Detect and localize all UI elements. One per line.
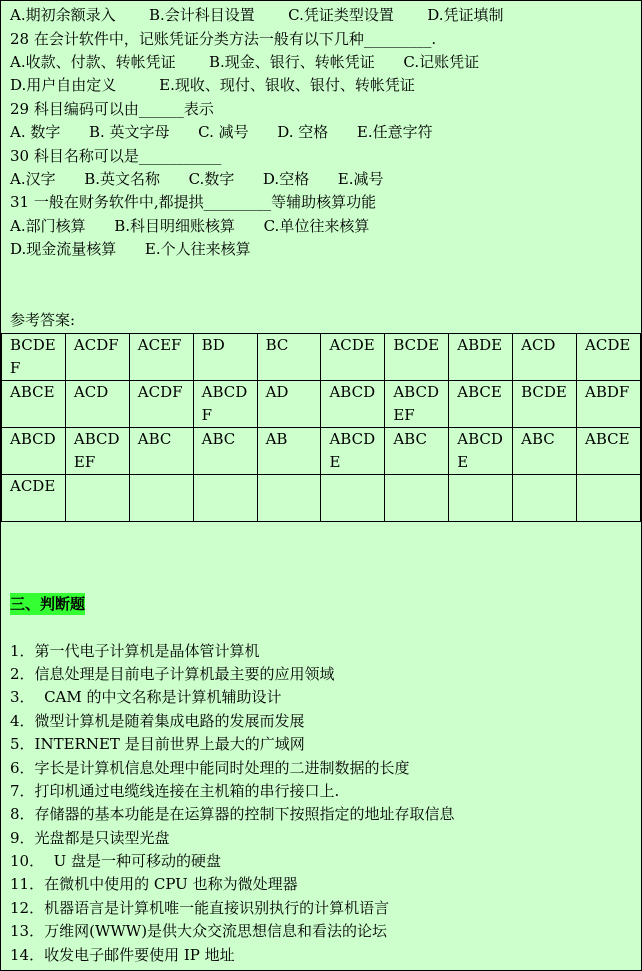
answer-cell: ABCE	[2, 381, 66, 428]
answers-label: 参考答案:	[10, 311, 76, 329]
answer-cell: ACDE	[321, 334, 385, 381]
question-line: A. 数字 B. 英文字母 C. 减号 D. 空格 E.任意字符	[10, 123, 433, 141]
answer-cell: AD	[257, 381, 321, 428]
answer-cell: AB	[257, 428, 321, 475]
answer-cell: ABCD	[321, 381, 385, 428]
question-line: D.用户自由定义 E.现收、现付、银收、银付、转帐凭证	[10, 76, 415, 94]
answer-cell: BD	[193, 334, 257, 381]
answer-cell: ACEF	[129, 334, 193, 381]
answer-cell	[257, 475, 321, 522]
tf-item: 13．万维网(WWW)是供大众交流思想信息和看法的论坛	[10, 922, 388, 940]
answer-cell	[513, 475, 577, 522]
question-line: D.现金流量核算 E.个人往来核算	[10, 240, 251, 258]
answer-cell: ABCDF	[193, 381, 257, 428]
question-line: A.汉字 B.英文名称 C.数字 D.空格 E.减号	[10, 170, 384, 188]
answer-cell: BCDE	[385, 334, 449, 381]
tf-item: 14．收发电子邮件要使用 IP 地址	[10, 946, 235, 964]
answer-cell	[385, 475, 449, 522]
answer-cell: ABDF	[577, 381, 641, 428]
question-line: 30 科目名称可以是___________	[10, 147, 222, 165]
answer-row	[2, 428, 641, 475]
question-line: A.期初余额录入 B.会计科目设置 C.凭证类型设置 D.凭证填制	[10, 6, 504, 24]
answer-cell: ABCDEF	[65, 428, 129, 475]
answer-cell: ABCE	[449, 381, 513, 428]
answer-cell: BCDEF	[2, 334, 66, 381]
tf-item: 3． CAM 的中文名称是计算机辅助设计	[10, 688, 282, 706]
tf-item: 2．信息处理是目前电子计算机最主要的应用领域	[10, 665, 335, 683]
tf-item: 5．INTERNET 是目前世界上最大的广域网	[10, 735, 305, 753]
tf-item: 11．在微机中使用的 CPU 也称为微处理器	[10, 875, 298, 893]
answer-cell: ABC	[513, 428, 577, 475]
section-title: 三、判断题	[10, 595, 86, 613]
tf-item: 8．存储器的基本功能是在运算器的控制下按照指定的地址存取信息	[10, 805, 455, 823]
question-line: 29 科目编码可以由______表示	[10, 100, 214, 118]
answer-cell: ABCD	[2, 428, 66, 475]
answer-cell	[321, 475, 385, 522]
question-line: A.收款、付款、转帐凭证 B.现金、银行、转帐凭证 C.记账凭证	[10, 53, 480, 71]
answer-cell: ACD	[65, 381, 129, 428]
tf-item: 9．光盘都是只读型光盘	[10, 829, 170, 847]
answer-cell	[65, 475, 129, 522]
answer-cell: ABCDEF	[385, 381, 449, 428]
answer-cell: ACDE	[2, 475, 66, 522]
answer-cell: ABC	[385, 428, 449, 475]
answer-row	[2, 381, 641, 428]
tf-item: 10． U 盘是一种可移动的硬盘	[10, 852, 222, 870]
tf-item: 12．机器语言是计算机唯一能直接识别执行的计算机语言	[10, 899, 390, 917]
answer-cell: BC	[257, 334, 321, 381]
answer-cell: ABC	[193, 428, 257, 475]
answer-row	[2, 334, 641, 381]
answer-cell: ABCDE	[449, 428, 513, 475]
question-line: 28 在会计软件中，记账凭证分类方法一般有以下几种_________.	[10, 30, 437, 48]
answer-cell: ACDF	[129, 381, 193, 428]
tf-item: 7．打印机通过电缆线连接在主机箱的串行接口上.	[10, 782, 340, 800]
answer-cell: ACDE	[577, 334, 641, 381]
answer-cell	[449, 475, 513, 522]
question-line: 31 一般在财务软件中,都提拱_________等辅助核算功能	[10, 193, 377, 211]
answer-cell: ABCE	[577, 428, 641, 475]
tf-item: 6．字长是计算机信息处理中能同时处理的二进制数据的长度	[10, 759, 410, 777]
answer-cell	[193, 475, 257, 522]
answer-table	[1, 333, 641, 522]
answer-cell: ABC	[129, 428, 193, 475]
tf-item: 4．微型计算机是随着集成电路的发展而发展	[10, 712, 305, 730]
answer-cell	[129, 475, 193, 522]
answer-cell: ACD	[513, 334, 577, 381]
answer-row	[2, 475, 641, 522]
question-line: A.部门核算 B.科目明细账核算 C.单位往来核算	[10, 217, 370, 235]
answer-cell: ABCDE	[321, 428, 385, 475]
answer-cell: ACDF	[65, 334, 129, 381]
tf-item: 1．第一代电子计算机是晶体管计算机	[10, 642, 260, 660]
answer-cell: BCDE	[513, 381, 577, 428]
answer-cell: ABDE	[449, 334, 513, 381]
answer-cell	[577, 475, 641, 522]
